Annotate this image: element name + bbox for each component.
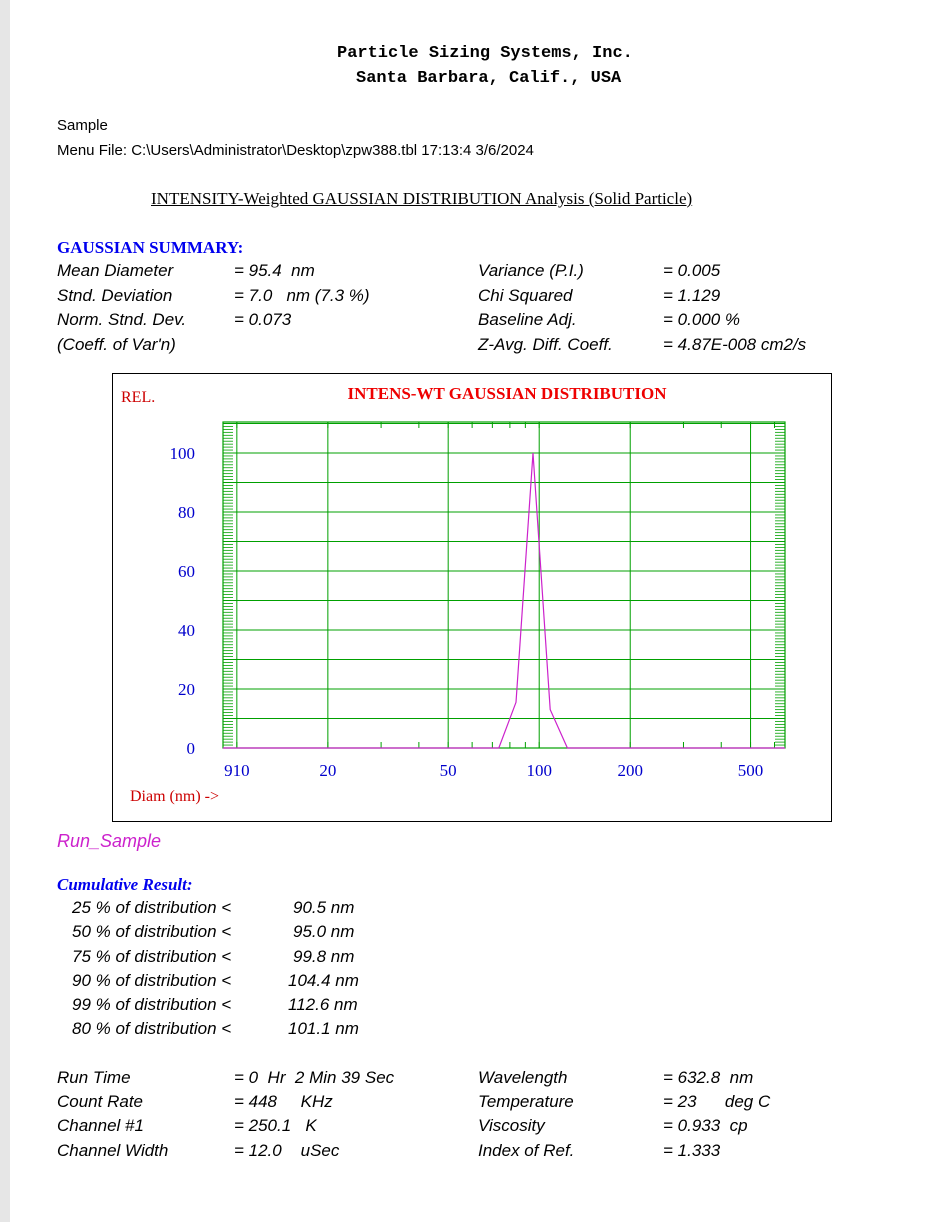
run-info-label: Temperature [478,1092,574,1111]
x-tick-label: 200 [617,761,643,780]
x-tick-label: 50 [439,761,457,780]
summary-label: (Coeff. of Var'n) [57,335,176,354]
chart-title: INTENS-WT GAUSSIAN DISTRIBUTION [347,384,667,403]
x-tick-label: 100 [526,761,552,780]
summary-value: = 7.0 nm (7.3 %) [234,286,370,305]
cumulative-label: 25 % of distribution < [72,898,232,917]
distribution-chart [112,373,832,822]
summary-value: = 0.000 % [663,310,741,329]
summary-value: = 95.4 nm [234,261,315,280]
summary-label: Chi Squared [478,286,573,305]
summary-label: Z-Avg. Diff. Coeff. [478,335,613,354]
sample-label: Sample [57,117,108,134]
cumulative-label: 75 % of distribution < [72,947,232,966]
gaussian-summary-heading: GAUSSIAN SUMMARY: [57,238,244,257]
summary-label: Variance (P.I.) [478,261,584,280]
summary-label: Mean Diameter [57,261,174,280]
cumulative-value: 99.8 nm [293,947,355,966]
run-info-value: = 0.933 cp [663,1116,748,1135]
menu-file-path: Menu File: C:\Users\Administrator\Desktop\zpw388.tbl 17:13:4 3/6/2024 [57,142,534,159]
summary-label: Stnd. Deviation [57,286,173,305]
y-tick-label: 0 [186,739,195,758]
cumulative-heading: Cumulative Result: [57,875,193,894]
run-info-label: Channel Width [57,1141,169,1160]
y-tick-label: 20 [178,680,195,699]
chart-svg [113,374,831,821]
cumulative-value: 95.0 nm [293,922,355,941]
x-tick-label: 20 [319,761,337,780]
summary-value: = 0.005 [663,261,721,280]
x-tick-label: 500 [737,761,764,780]
cumulative-label: 90 % of distribution < [72,971,232,990]
y-tick-label: 60 [178,562,195,581]
run-info-label: Count Rate [57,1092,143,1111]
y-tick-label: 40 [178,621,195,640]
cumulative-label: 80 % of distribution < [72,1019,232,1038]
run-info-value: = 12.0 uSec [234,1141,340,1160]
y-axis-label: REL. [121,389,156,406]
run-info-value: = 1.333 [663,1141,721,1160]
cumulative-value: 104.4 nm [288,971,359,990]
y-tick-label: 100 [169,444,195,463]
plot-frame [223,422,785,748]
run-info-label: Wavelength [478,1068,568,1087]
summary-label: Baseline Adj. [478,310,577,329]
run-sample-label: Run_Sample [57,831,162,851]
run-info-value: = 23 deg C [663,1092,771,1111]
run-info-value: = 632.8 nm [663,1068,754,1087]
analysis-title: INTENSITY-Weighted GAUSSIAN DISTRIBUTION Analysis (Solid Particle) [151,189,693,208]
summary-value: = 4.87E-008 cm2/s [663,335,807,354]
cumulative-label: 50 % of distribution < [72,922,232,941]
run-info-value: = 448 KHz [234,1092,333,1111]
summary-value: = 0.073 [234,310,292,329]
run-info-label: Run Time [57,1068,131,1087]
report-page [10,0,928,1222]
x-tick-label: 910 [224,761,250,780]
cumulative-value: 101.1 nm [288,1019,359,1038]
run-info-label: Channel #1 [57,1116,144,1135]
cumulative-label: 99 % of distribution < [72,995,232,1014]
summary-label: Norm. Stnd. Dev. [57,310,187,329]
run-info-value: = 250.1 K [234,1116,317,1135]
summary-value: = 1.129 [663,286,721,305]
cumulative-value: 112.6 nm [288,995,358,1014]
x-axis-label: Diam (nm) -> [130,788,219,805]
run-info-value: = 0 Hr 2 Min 39 Sec [234,1068,395,1087]
y-tick-label: 80 [178,503,195,522]
company-name: Particle Sizing Systems, Inc. [337,44,633,63]
cumulative-value: 90.5 nm [293,898,355,917]
run-info-label: Index of Ref. [478,1141,575,1160]
company-location: Santa Barbara, Calif., USA [356,69,622,88]
run-info-label: Viscosity [478,1116,545,1135]
